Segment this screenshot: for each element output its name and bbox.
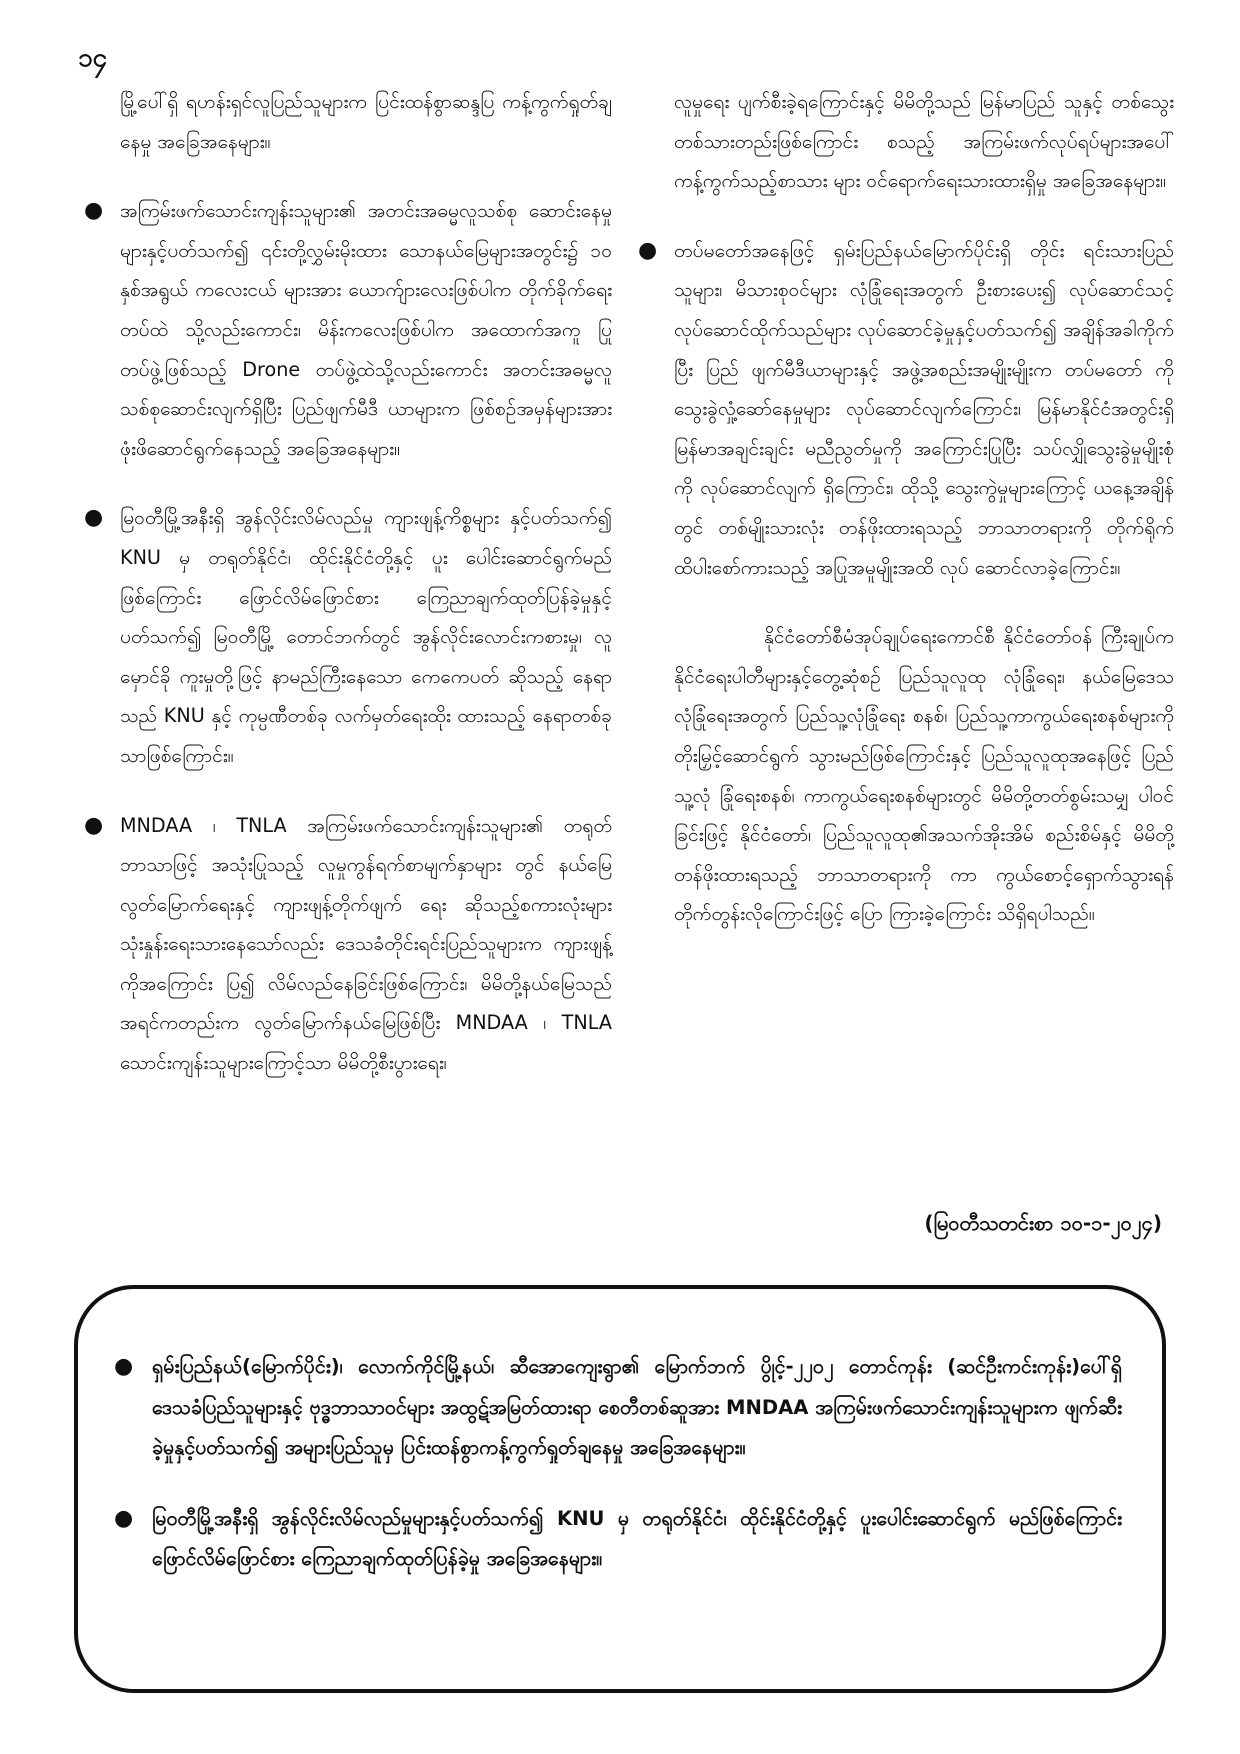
closing-paragraph: နိုင်ငံတော်စီမံအုပ်ချုပ်ရေးကောင်စီ နိုင်ငံတော်ဝန် ကြီးချုပ်က နိုင်ငံရေးပါတီများနှင့်တွေ့ဆုံစဉ် ပြည်သူလူထု လုံခြုံရေး၊ နယ်မြေဒေသလုံခြုံရေးအတွက် ပြည်သူ့လုံခြုံရေး စနစ်၊ ပြည်သူ့ကာကွယ်ရေးစနစ်များကို တိုးမြှင့်ဆောင်ရွက် သွားမည်ဖြစ်ကြောင်းနှင့် ပြည်သူလူထုအနေဖြင့် ပြည်သူ့လုံ ခြုံရေးစနစ်၊ ကာကွယ်ရေးစနစ်များတွင် မိမိတို့တတ်စွမ်းသမျှ ပါဝင်ခြင်းဖြင့် နိုင်ငံတော်၊ ပြည်သူလူထု၏အသက်အိုးအိမ် စည်းစိမ်နှင့် မိမိတို့တန်ဖိုးထားရသည့် ဘာသာတရားကို ကာ ကွယ်စောင့်ရှောက်သွားရန် တိုက်တွန်းလိုကြောင်းဖြင့် ပြော ကြားခဲ့ကြောင်း သိရှိရပါသည်။ <box>674 625 1174 926</box>
left-bullet-item <box>82 806 612 1083</box>
left-bullet-item <box>82 191 612 468</box>
left-bullet-text: အကြမ်းဖက်သောင်းကျန်းသူများ၏ အတင်းအဓမ္မလူသစ်စု ဆောင်းနေမှုများနှင့်ပတ်သက်၍ ၎င်းတို့လွှမ်းမိုးထား သောနယ်မြေများအတွင်း၌ ၁၀ နှစ်အရွယ် ကလေးငယ် များအား ယောက်ျားလေးဖြစ်ပါက တိုက်ခိုက်ရေးတပ်ထဲ သို့လည်းကောင်း၊ မိန်းကလေးဖြစ်ပါက အထောက်အကူ ပြုတပ်ဖွဲ့ဖြစ်သည့် Drone တပ်ဖွဲ့ထဲသို့လည်းကောင်း အတင်းအဓမ္မလူသစ်စုဆောင်းလျက်ရှိပြီး ပြည်ဖျက်မီဒီ ယာများက ဖြစ်စဉ်အမှန်များအား ဖုံးဖိဆောင်ရွက်နေသည့် အခြေအနေများ။ <box>120 199 612 460</box>
right-column <box>636 82 1174 964</box>
page-number: ၁၄ <box>78 43 108 73</box>
bullet-dot-icon: ● <box>84 812 104 838</box>
right-intro-paragraph: လူမှုရေး ပျက်စီးခဲ့ရကြောင်းနှင့် မိမိတို့သည် မြန်မာပြည် သူနှင့် တစ်သွေးတစ်သားတည်းဖြစ်ကြောင်း စသည့် အကြမ်းဖက်လုပ်ရပ်များအပေါ် ကန့်ကွက်သည့်စာသား များ ဝင်ရောက်ရေးသားထားရှိမှု အခြေအနေများ။ <box>674 90 1174 193</box>
bullet-dot-icon: ● <box>114 1505 134 1531</box>
left-intro-paragraph: မြို့ပေါ်ရှိ ရဟန်းရှင်လူပြည်သူများက ပြင်းထန်စွာဆန္ဒပြ ကန့်ကွက်ရှုတ်ချနေမှု အခြေအနေများ။ <box>120 90 612 153</box>
left-bullet-text: MNDAA ၊ TNLA အကြမ်းဖက်သောင်းကျန်းသူများ၏ တရုတ် ဘာသာဖြင့် အသုံးပြုသည့် လူမှုကွန်ရက်စာမျက်နှာများ တွင် နယ်မြေလွတ်မြောက်ရေးနှင့် ကျားဖျန့်တိုက်ဖျက် ရေး ဆိုသည့်စကားလုံးများ သုံးနှုန်းရေးသားနေသော်လည်း ဒေသခံတိုင်းရင်းပြည်သူများက ကျားဖျန့်ကိုအကြောင်း ပြ၍ လိမ်လည်နေခြင်းဖြစ်ကြောင်း၊ မိမိတို့နယ်မြေသည် အရင်ကတည်းက လွတ်မြောက်နယ်မြေဖြစ်ပြီး MNDAA ၊ TNLA သောင်းကျန်းသူများကြောင့်သာ မိမိတို့စီးပွားရေး၊ <box>120 813 612 1075</box>
left-bullet-text: မြဝတီမြို့အနီးရှိ အွန်လိုင်းလိမ်လည်မှု ကျားဖျန့်ကိစ္စများ နှင့်ပတ်သက်၍ KNU မှ တရုတ်နိုင်ငံ၊ ထိုင်းနိုင်ငံတို့နှင့် ပူး ပေါင်းဆောင်ရွက်မည်ဖြစ်ကြောင်း ဖြောင်လိမ်ဖြောင်စား ကြေညာချက်ထုတ်ပြန်ခဲ့မှုနှင့်ပတ်သက်၍ မြဝတီမြို့ တောင်ဘက်တွင် အွန်လိုင်းလောင်းကစားမှု၊ လူမှောင်ခို ကူးမှုတို့ဖြင့် နာမည်ကြီးနေသော ကေကေပတ် ဆိုသည့် နေရာသည် KNU နှင့် ကုမ္ပဏီတစ်ခု လက်မှတ်ရေးထိုး ထားသည့် နေရာတစ်ခုသာဖြစ်ကြောင်း။ <box>120 506 612 767</box>
highlight-item-text: မြဝတီမြို့အနီးရှိ အွန်လိုင်းလိမ်လည်မှုများနှင့်ပတ်သက်၍ KNU မှ တရုတ်နိုင်ငံ၊ ထိုင်းနိုင်ငံတို့နှင့် ပူးပေါင်းဆောင်ရွက် မည်ဖြစ်ကြောင်း ဖြောင်လိမ်ဖြောင်စား ကြေညာချက်ထုတ်ပြန်ခဲ့မှု အခြေအနေများ။ <box>152 1506 1122 1570</box>
bullet-dot-icon: ● <box>84 505 104 531</box>
source-citation: (မြဝတီသတင်းစာ ၁၀-၁-၂၀၂၄) <box>924 1211 1162 1235</box>
highlight-box <box>74 1285 1166 1693</box>
bullet-dot-icon: ● <box>638 237 658 263</box>
bullet-dot-icon: ● <box>114 1354 134 1379</box>
highlight-box-content <box>108 1347 1122 1610</box>
bullet-dot-icon: ● <box>84 198 104 224</box>
highlight-item-text: ရှမ်းပြည်နယ်(မြောက်ပိုင်း)၊ လောက်ကိုင်မြို့နယ်၊ ဆီအောကျေးရွာ၏ မြောက်ဘက် ပွိုင့်-၂၂၀၂ တောင်ကုန်း (ဆင်ဦးကင်းကုန်း)ပေါ်ရှိ ဒေသခံပြည်သူများနှင့် ဗုဒ္ဓဘာသာဝင်များ အထွဋ်အမြတ်ထားရာ စေတီတစ်ဆူအား MNDAA အကြမ်းဖက်သောင်းကျန်းသူများက ဖျက်ဆီးခဲ့မှုနှင့်ပတ်သက်၍ အများပြည်သူမှ ပြင်းထန်စွာကန့်ကွက်ရှုတ်ချနေမှု အခြေအနေများ။ <box>152 1355 1123 1459</box>
right-bullet-item <box>636 231 1174 587</box>
left-column <box>82 82 612 1113</box>
right-bullet-text: တပ်မတော်အနေဖြင့် ရှမ်းပြည်နယ်မြောက်ပိုင်းရှိ တိုင်း ရင်းသားပြည်သူများ၊ မိသားစုဝင်များ လုံခြုံရေးအတွက် ဦးစားပေး၍ လုပ်ဆောင်သင့်လုပ်ဆောင်ထိုက်သည်များ လုပ်ဆောင်ခဲ့မှုနှင့်ပတ်သက်၍ အချိန်အခါကိုက်ပြီး ပြည် ဖျက်မီဒီယာများနှင့် အဖွဲ့အစည်းအမျိုးမျိုးက တပ်မတော် ကို သွေးခွဲလှုံ့ဆော်နေမှုများ လုပ်ဆောင်လျက်ကြောင်း၊ မြန်မာနိုင်ငံအတွင်းရှိ မြန်မာအချင်းချင်း မညီညွတ်မှုကို အကြောင်းပြုပြီး သပ်လျှိုသွေးခွဲမှုမျိုးစုံကို လုပ်ဆောင်လျက် ရှိကြောင်း၊ ထိုသို့ သွေးကွဲမှုများကြောင့် ယနေ့အချိန်တွင် တစ်မျိုးသားလုံး တန်ဖိုးထားရသည့် ဘာသာတရားကို တိုက်ရိုက်ထိပါးစော်ကားသည့် အပြုအမူမျိုးအထိ လုပ် ဆောင်လာခဲ့ကြောင်း။ <box>674 238 1174 579</box>
highlight-item <box>108 1347 1122 1469</box>
highlight-item <box>108 1499 1122 1580</box>
left-bullet-item <box>82 498 612 775</box>
